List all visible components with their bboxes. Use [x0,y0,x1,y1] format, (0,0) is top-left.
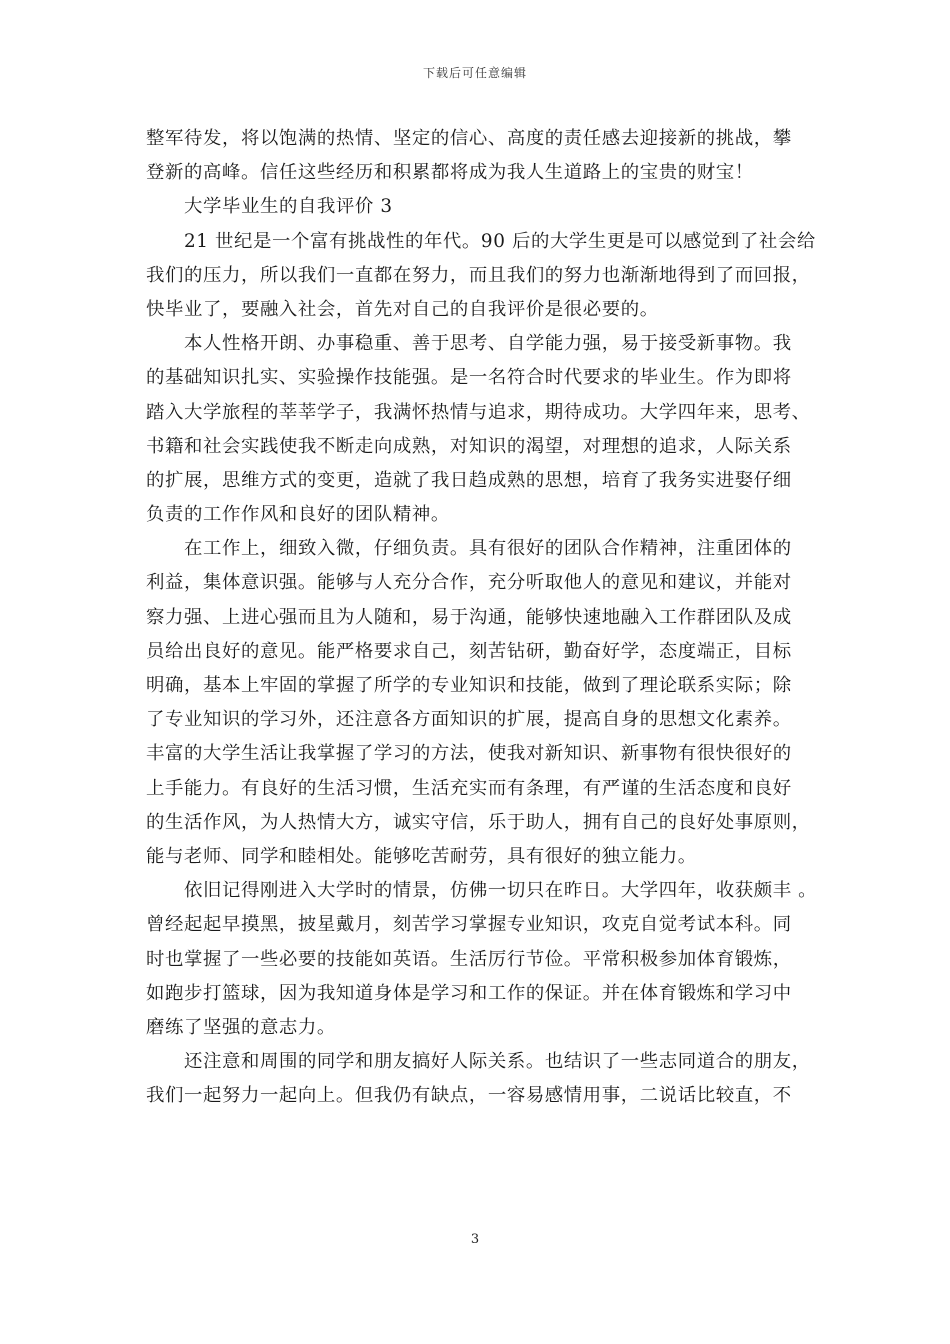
text-line: 登新的高峰。信任这些经历和积累都将成为我人生道路上的宝贵的财宝！ [146,162,754,184]
text-line: 本人性格开朗、办事稳重、善于思考、自学能力强，易于接受新事物。我 [184,333,792,355]
text-line: 了专业知识的学习外，还注意各方面知识的扩展，提高自身的思想文化素养。 [146,709,792,731]
text-line: 员给出良好的意见。能严格要求自己，刻苦钻研，勤奋好学，态度端正，目标 [146,640,792,662]
text-line: 我们一起努力一起向上。但我仍有缺点，一容易感情用事，二说话比较直，不 [146,1085,792,1107]
text-line: 我们的压力，所以我们一直都在努力，而且我们的努力也渐渐地得到了而回报， [146,264,811,286]
text-line: 在工作上，细致入微，仔细负责。具有很好的团队合作精神，注重团体的 [184,538,792,560]
text-line: 丰富的大学生活让我掌握了学习的方法，使我对新知识、新事物有很快很好的 [146,743,792,765]
text-line: 依旧记得刚进入大学时的情景，仿佛一切只在昨日。大学四年，收获颇丰 。 [184,880,818,902]
text-line: 曾经起起早摸黑，披星戴月，刻苦学习掌握专业知识，攻克自觉考试本科。同 [146,914,792,936]
text-line: 快毕业了，要融入社会，首先对自己的自我评价是很必要的。 [146,298,659,320]
text-line: 能与老师、同学和睦相处。能够吃苦耐劳，具有很好的独立能力。 [146,845,697,867]
page-header: 下载后可任意编辑 [422,66,527,80]
text-line: 整军待发，将以饱满的热情、坚定的信心、高度的责任感去迎接新的挑战，攀 [146,128,792,149]
text-line: 磨练了坚强的意志力。 [146,1016,336,1038]
text-line: 的扩展，思维方式的变更，造就了我日趋成熟的思想，培育了我务实进娶仔细 [146,469,792,491]
document-body [146,122,818,1113]
text-line: 明确，基本上牢固的掌握了所学的专业知识和技能，做到了理论联系实际；除 [146,675,792,696]
text-line: 大学毕业生的自我评价 3 [184,196,393,218]
text-line: 时也掌握了一些必要的技能如英语。生活厉行节俭。平常积极参加体育锻炼， [146,948,792,970]
text-line: 踏入大学旅程的莘莘学子，我满怀热情与追求，期待成功。大学四年来，思考、 [146,401,811,423]
text-line: 负责的工作作风和良好的团队精神。 [146,504,450,526]
text-line: 书籍和社会实践使我不断走向成熟，对知识的渴望，对理想的追求，人际关系 [146,435,792,457]
text-line: 如跑步打篮球，因为我知道身体是学习和工作的保证。并在体育锻炼和学习中 [146,982,792,1004]
text-line: 利益，集体意识强。能够与人充分合作，充分听取他人的意见和建议，并能对 [146,572,792,594]
text-line: 的基础知识扎实、实验操作技能强。是一名符合时代要求的毕业生。作为即将 [146,367,792,389]
text-line: 上手能力。有良好的生活习惯，生活充实而有条理，有严谨的生活态度和良好 [146,777,792,799]
text-line: 21 世纪是一个富有挑战性的年代。90 后的大学生更是可以感觉到了社会给 [184,230,816,252]
text-line: 还注意和周围的同学和朋友搞好人际关系。也结识了一些志同道合的朋友， [184,1051,811,1073]
page-number: 3 [470,1232,480,1247]
text-line: 察力强、上进心强而且为人随和，易于沟通，能够快速地融入工作群团队及成 [146,606,792,628]
text-line: 的生活作风，为人热情大方，诚实守信，乐于助人，拥有自己的良好处事原则， [146,811,811,833]
